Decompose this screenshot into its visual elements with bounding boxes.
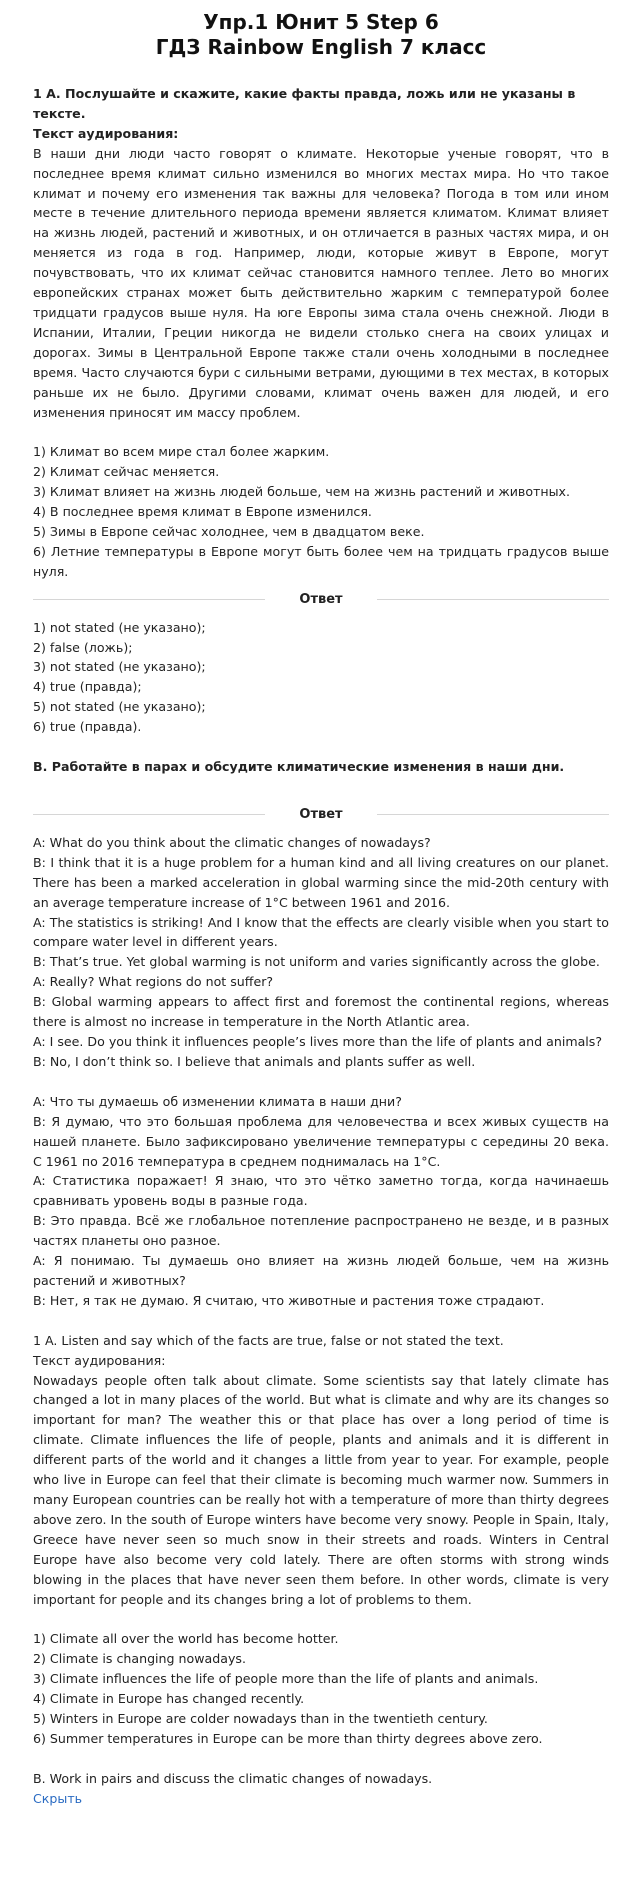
- dialogue-line: A: Что ты думаешь об изменении климата в наши дни?: [33, 1093, 402, 1109]
- answer-label: Ответ: [299, 807, 343, 822]
- statement-item: 6) Летние температуры в Европе могут быть более чем на тридцать градусов выше нуля.: [33, 543, 609, 579]
- answer-item: 4) true (правда);: [33, 679, 142, 695]
- article-content: [33, 84, 609, 1809]
- divider: [377, 599, 609, 600]
- task-a-text-label: Текст аудирования:: [33, 125, 179, 141]
- task-a-answers: [33, 618, 609, 737]
- answer-item: 1) not stated (не указано);: [33, 619, 206, 635]
- dialogue-line: A: What do you think about the climatic changes of nowadays?: [33, 834, 431, 850]
- dialogue-line: B: Нет, я так не думаю. Я считаю, что животные и растения тоже страдают.: [33, 1292, 545, 1308]
- answer-separator: [33, 805, 609, 825]
- dialogue-line: A: Я понимаю. Ты думаешь оно влияет на жизнь людей больше, чем на жизнь растений и животных?: [33, 1253, 609, 1288]
- dialogue-russian: [33, 1092, 609, 1311]
- statement-item: 2) Климат сейчас меняется.: [33, 464, 220, 480]
- hide-link[interactable]: Скрыть: [33, 1790, 83, 1806]
- dialogue-line: A: I see. Do you think it influences people’s lives more than the life of plants and animals?: [33, 1033, 603, 1049]
- task-a-text: В наши дни люди часто говорят о климате. Некоторые ученые говорят, что в последнее время климат сильно изменился во многих местах мира. Но что такое климат и почему его изменения так важны для человека? Погода в том или ином месте в течение длительного периода времени является климатом. Климат влияет на жизнь людей, растений и животных, и он отличается в разных частях мира, и он меняется из года в год. Например, люди, которые живут в Европе, могут почувствовать, что их климат сейчас становится намного теплее. Лето во многих европейских странах может быть действительно жарким с температурой более тридцати градусов выше нуля. На юге Европы зима стала очень снежной. Люди в Испании, Италии, Греции никогда не видели столько снега на своих улицах и дорогах. Зимы в Центральной Европе также стали очень холодными в последнее время. Часто случаются бури с сильными ветрами, дующими в тех местах, в которых раньше их не было. Другими словами, климат очень важен для людей, и его изменения приносят им массу проблем.: [33, 145, 609, 420]
- answer-item: 3) not stated (не указано);: [33, 659, 206, 675]
- dialogue-line: A: The statistics is striking! And I know that the effects are clearly visible when you start to compare water level in different years.: [33, 914, 609, 950]
- task-b-heading: B. Работайте в парах и обсудите климатические изменения в наши дни.: [33, 759, 565, 775]
- statement-item: 6) Summer temperatures in Europe can be more than thirty degrees above zero.: [33, 1730, 543, 1746]
- english-task-text: Nowadays people often talk about climate. Some scientists say that lately climate has changed a lot in many places of the world. But what is climate and why are its changes so important for man? The weather this or that place has over a long period of time is climate. Climate influences the life of people, plants and animals and it is different in different parts of the world and it changes a little from year to year. For example, people who live in Europe can feel that their climate is becoming much warmer now. Summers in many European countries can be really hot with a temperature of more than thirty degrees above zero. In the south of Europe winters have become very snowy. People in Spain, Italy, Greece have never seen so much snow in their streets and roads. Winters in Central Europe have also become very cold lately. There are often storms with strong winds blowing in the places that have never seen them before. In other words, climate is very important for people and its changes bring a lot of problems to them.: [33, 1372, 609, 1607]
- page: [0, 10, 642, 1809]
- page-title-line-1: Упр.1 Юнит 5 Step 6: [203, 10, 439, 34]
- task-a-heading: 1 А. Послушайте и скажите, какие факты правда, ложь или не указаны в тексте.: [33, 86, 576, 121]
- divider: [377, 814, 609, 815]
- dialogue-line: B: Global warming appears to affect first and foremost the continental regions, whereas there is almost no increase in temperature in the North Atlantic area.: [33, 994, 609, 1030]
- answer-label: Ответ: [299, 591, 343, 607]
- dialogue-line: A: Really? What regions do not suffer?: [33, 974, 274, 990]
- english-task-text-label: Текст аудирования:: [33, 1352, 166, 1368]
- english-task-heading: 1 A. Listen and say which of the facts are true, false or not stated the text.: [33, 1332, 504, 1348]
- page-title-line-2: ГДЗ Rainbow English 7 класс: [155, 35, 487, 59]
- statement-item: 4) Climate in Europe has changed recently.: [33, 1691, 305, 1707]
- dialogue-line: A: Статистика поражает! Я знаю, что это чётко заметно тогда, когда начинаешь сравнивать уровень воды в разные года.: [33, 1173, 609, 1209]
- english-task-statements: [33, 1629, 609, 1748]
- english-task-b: B. Work in pairs and discuss the climatic changes of nowadays.: [33, 1770, 433, 1786]
- task-a-statements: [33, 442, 609, 581]
- divider: [33, 599, 265, 600]
- statement-item: 1) Climate all over the world has become hotter.: [33, 1631, 339, 1647]
- dialogue-line: B: No, I don’t think so. I believe that animals and plants suffer as well.: [33, 1053, 476, 1069]
- answer-item: 5) not stated (не указано);: [33, 699, 206, 715]
- answer-item: 2) false (ложь);: [33, 639, 133, 655]
- answer-separator: [33, 590, 609, 610]
- dialogue-line: B: Это правда. Всё же глобальное потепление распространено не везде, и в разных частях планеты оно разное.: [33, 1213, 609, 1249]
- divider: [33, 814, 265, 815]
- statement-item: 3) Climate influences the life of people more than the life of plants and animals.: [33, 1671, 539, 1687]
- statement-item: 5) Winters in Europe are colder nowadays than in the twentieth century.: [33, 1711, 488, 1727]
- dialogue-line: B: Я думаю, что это большая проблема для человечества и всех живых существ на нашей планете. Было зафиксировано увеличение температуры с середины 20 века. С 1961 по 2016 температура в среднем поднималась на 1°С.: [33, 1113, 609, 1169]
- dialogue-line: B: That’s true. Yet global warming is not uniform and varies significantly across the globe.: [33, 954, 600, 970]
- dialogue-english: [33, 833, 609, 1072]
- statement-item: 3) Климат влияет на жизнь людей больше, чем на жизнь растений и животных.: [33, 484, 571, 500]
- answer-item: 6) true (правда).: [33, 719, 142, 735]
- page-title: [33, 10, 609, 60]
- statement-item: 1) Климат во всем мире стал более жарким.: [33, 444, 330, 460]
- statement-item: 4) В последнее время климат в Европе изменился.: [33, 504, 372, 520]
- statement-item: 5) Зимы в Европе сейчас холоднее, чем в двадцатом веке.: [33, 524, 425, 540]
- statement-item: 2) Climate is changing nowadays.: [33, 1651, 246, 1667]
- dialogue-line: B: I think that it is a huge problem for a human kind and all living creatures on our planet. There has been a marked acceleration in global warming since the mid-20th century with an average temperature increase of 1°C between 1961 and 2016.: [33, 854, 609, 910]
